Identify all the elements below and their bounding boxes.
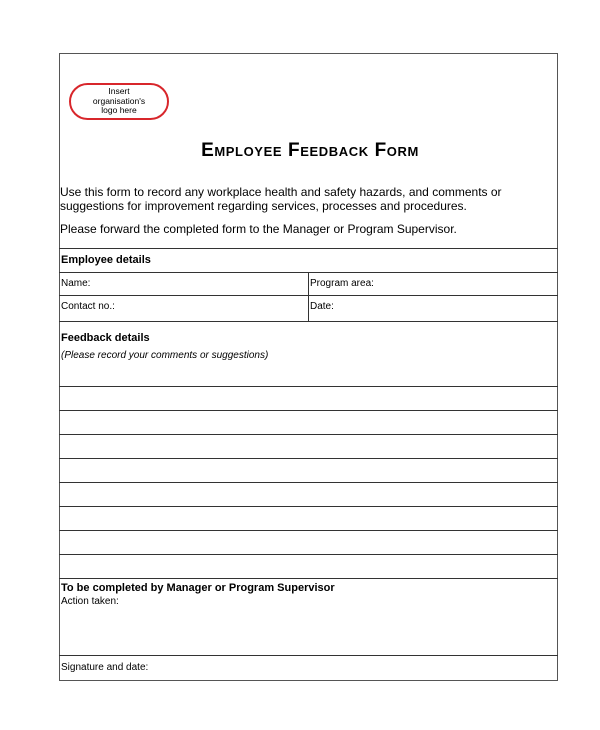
action-taken-label: Action taken: [61, 596, 119, 607]
signature-date-label: Signature and date: [61, 662, 149, 673]
divider [59, 655, 558, 656]
column-divider [308, 272, 309, 321]
intro-text-line-3: Please forward the completed form to the Manager or Program Supervisor. [60, 222, 457, 236]
feedback-details-heading: Feedback details [61, 332, 150, 344]
employee-details-heading: Employee details [61, 254, 151, 266]
program-area-label: Program area: [310, 278, 374, 289]
feedback-line [59, 410, 558, 411]
manager-section-heading: To be completed by Manager or Program Supervisor [61, 582, 335, 594]
contact-label: Contact no.: [61, 301, 115, 312]
divider [59, 295, 558, 296]
feedback-line [59, 506, 558, 507]
feedback-instruction: (Please record your comments or suggestions) [61, 350, 269, 361]
feedback-line [59, 458, 558, 459]
form-title: Employee Feedback Form [201, 140, 419, 161]
intro-text-line-1: Use this form to record any workplace health and safety hazards, and comments or [60, 185, 502, 199]
logo-placeholder [69, 83, 169, 120]
feedback-line [59, 386, 558, 387]
feedback-line [59, 578, 558, 579]
feedback-line [59, 434, 558, 435]
divider [59, 248, 558, 249]
feedback-line [59, 482, 558, 483]
divider [59, 321, 558, 322]
date-label: Date: [310, 301, 334, 312]
logo-placeholder-text: Insert organisation's logo here [92, 86, 146, 116]
name-label: Name: [61, 278, 91, 289]
feedback-line [59, 530, 558, 531]
feedback-line [59, 554, 558, 555]
intro-text-line-2: suggestions for improvement regarding services, processes and procedures. [60, 199, 467, 213]
